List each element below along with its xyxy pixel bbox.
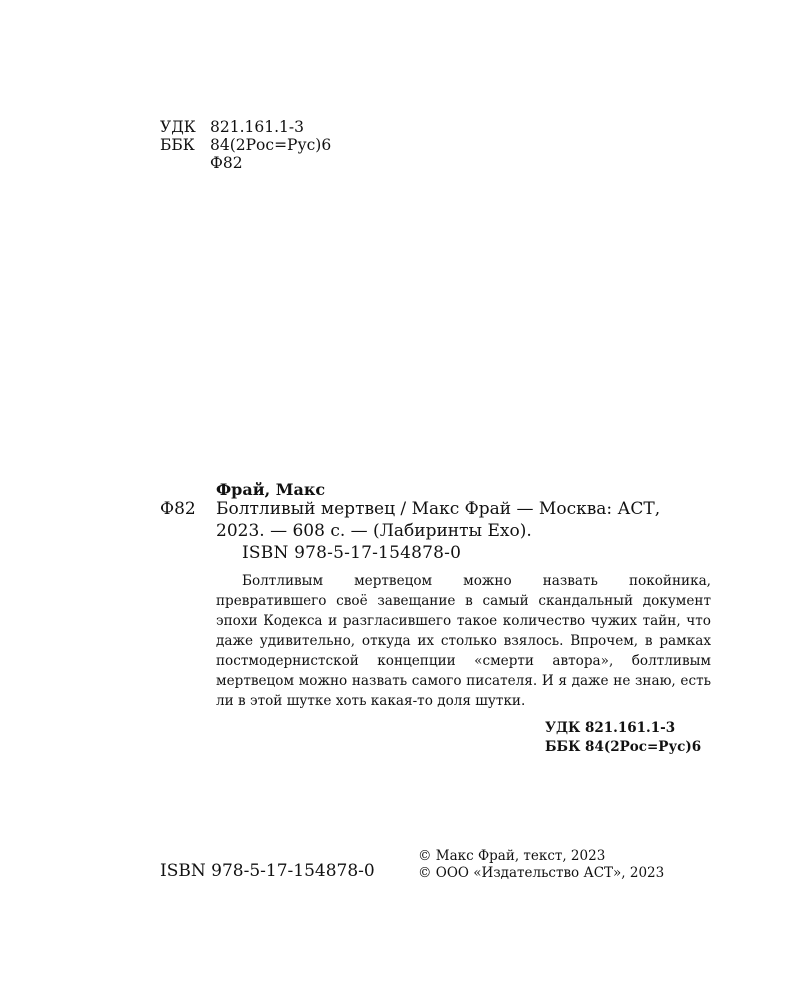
copyright-author: © Макс Фрай, текст, 2023: [418, 848, 606, 864]
bbk-label: ББК: [160, 136, 195, 154]
bottom-bbk: ББК 84(2Рос=Рус)6: [545, 739, 702, 755]
udk-label: УДК: [160, 118, 196, 136]
bibliographic-line-2: 2023. — 608 с. — (Лабиринты Ехо).: [216, 521, 532, 541]
author-mark-top: Ф82: [210, 154, 243, 172]
bbk-value: 84(2Рос=Рус)6: [210, 136, 332, 154]
isbn-card: ISBN 978-5-17-154878-0: [242, 543, 462, 563]
author-name: Фрай, Макс: [216, 480, 326, 499]
bbk-line: [160, 136, 331, 155]
udk-line: [160, 118, 304, 137]
copyright-publisher: © ООО «Издательство АСТ», 2023: [418, 865, 665, 881]
bottom-udk: УДК 821.161.1-3: [545, 720, 676, 736]
annotation-text: Болтливым мертвецом можно назвать покойника, превратившего своё завещание в самый скандальный документ эпохи Кодекса и разгласившего такое количество чужих тайн, что даже удивительно, откуда их столько взялось. Впрочем, в рамках постмодернистской концепции «смерти автора», болтливым мертвецом можно назвать самого писателя. И я даже не знаю, есть ли в этой шутке хоть какая-то доля шутки.: [216, 573, 711, 709]
bibliographic-line-1: Болтливый мертвец / Макс Фрай — Москва: АСТ,: [216, 499, 661, 519]
author-mark-card: Ф82: [160, 499, 196, 519]
isbn-footer: ISBN 978-5-17-154878-0: [160, 861, 375, 881]
udk-value: 821.161.1-3: [210, 118, 304, 136]
